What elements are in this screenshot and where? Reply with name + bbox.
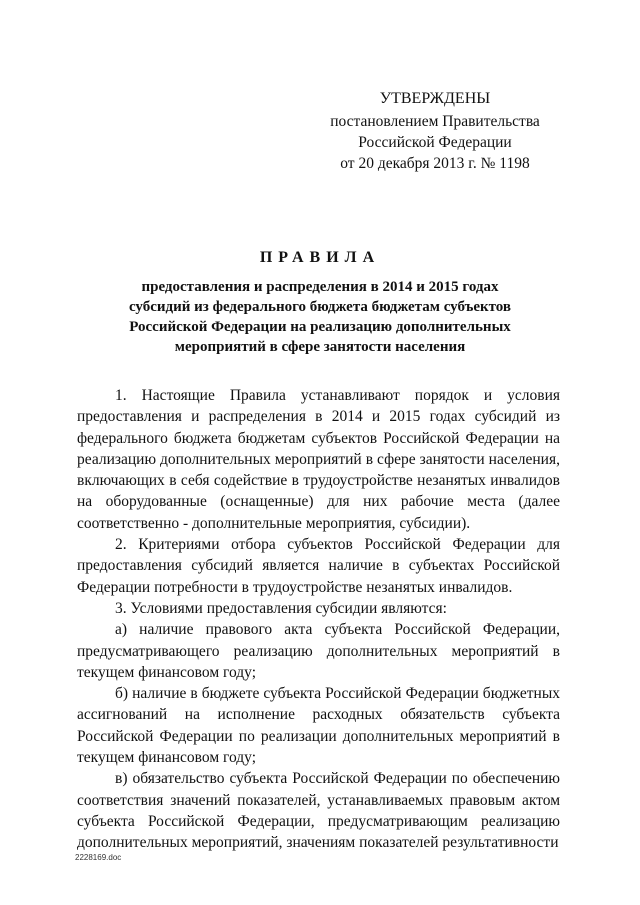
subtitle-line-4: мероприятий в сфере занятости населения: [174, 339, 466, 355]
approval-line-1: постановлением Правительства: [330, 113, 540, 130]
document-title: ПРАВИЛА: [259, 249, 381, 266]
paragraph-1: 1. Настоящие Правила устанавливают порядок и условия предоставления и распределения в 2014 и 2015 годах субсидий из федерального бюджета бюджетам субъектов Российской Федерации на реализацию дополнительных мероприятий в сфере занятости населения, включающих в себя содействие в трудоустройстве незанятых инвалидов на оборудованные (оснащенные) для них рабочие места (далее соответственно - дополнительные мероприятия, субсидии).: [77, 387, 560, 532]
approval-line-3: от 20 декабря 2013 г. № 1198: [340, 155, 530, 172]
file-reference: 2228169.doc: [75, 853, 122, 862]
approval-heading: УТВЕРЖДЕНЫ: [379, 90, 491, 107]
paragraph-3b: б) наличие в бюджете субъекта Российской Федерации бюджетных ассигнований на исполнение расходных обязательств субъекта Российской Федерации по реализации дополнительных мероприятий в текущем финансовом году;: [77, 685, 560, 767]
paragraph-3c: в) обязательство субъекта Российской Федерации по обеспечению соответствия значений показателей, устанавливаемых правовым актом субъекта Российской Федерации, предусматривающим реализацию дополнительных мероприятий, значениям показателей результативности: [77, 770, 560, 852]
paragraph-2: 2. Критериями отбора субъектов Российской Федерации для предоставления субсидий является наличие в субъектах Российской Федерации потребности в трудоустройстве незанятых инвалидов.: [77, 536, 560, 596]
subtitle-line-2: субсидий из федерального бюджета бюджетам субъектов: [128, 299, 512, 315]
document-subtitle: [90, 277, 550, 357]
approval-line-2: Российской Федерации: [358, 134, 512, 151]
subtitle-line-3: Российской Федерации на реализацию дополнительных: [129, 319, 511, 335]
subtitle-line-1: предоставления и распределения в 2014 и 2015 годах: [141, 279, 499, 295]
paragraph-3: 3. Условиями предоставления субсидии являются:: [115, 599, 447, 617]
approval-block: [330, 88, 540, 174]
document-body: [77, 385, 560, 854]
paragraph-3a: а) наличие правового акта субъекта Российской Федерации, предусматривающего реализацию дополнительных мероприятий в текущем финансовом году;: [77, 621, 560, 681]
